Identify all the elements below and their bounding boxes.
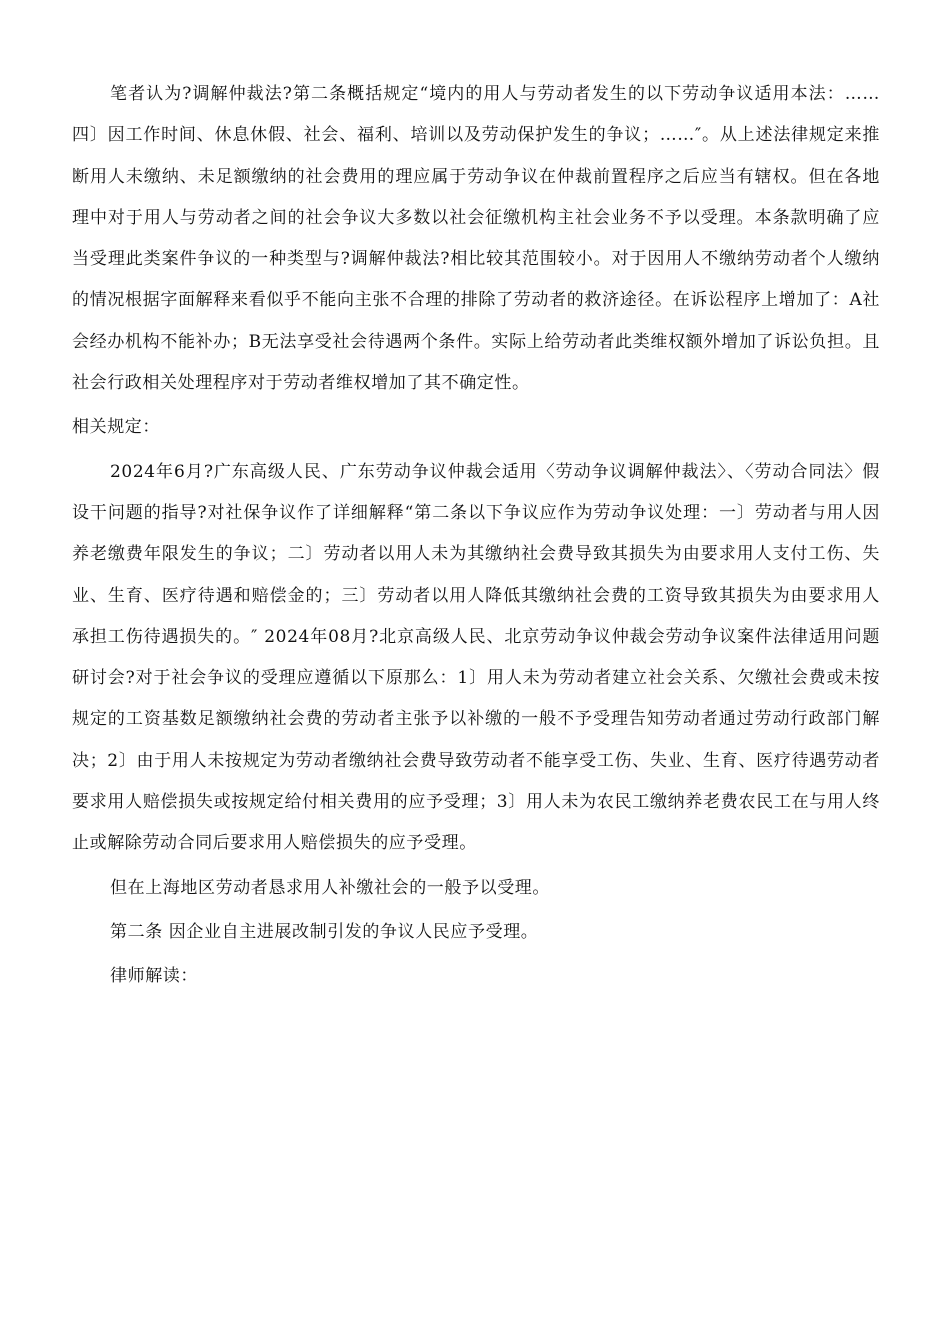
- paragraph-author-opinion: 笔者认为?调解仲裁法?第二条概括规定“境内的用人与劳动者发生的以下劳动争议适用本法：……四〕因工作时间、休息休假、社会、福利、培训以及劳动保护发生的争议；……″。从上述法律规定来推断用人未缴纳、未足额缴纳的社会费用的理应属于劳动争议在仲裁前置程序之后应当有辖权。但在各地理中对于用人与劳动者之间的社会争议大多数以社会征缴机构主社会业务不予以受理。本条款明确了应当受理此类案件争议的一种类型与?调解仲裁法?相比较其范围较小。对于因用人不缴纳劳动者个人缴纳的情况根据字面解释来看似乎不能向主张不合理的排除了劳动者的救济途径。在诉讼程序上增加了：A社会经办机构不能补办；B无法享受社会待遇两个条件。实际上给劳动者此类维权额外增加了诉讼负担。且社会行政相关处理程序对于劳动者维权增加了其不确定性。: [72, 84, 880, 394]
- paragraph-lawyer-interpretation-heading: 律师解读：: [110, 966, 198, 987]
- paragraph-article-two: 第二条 因企业自主进展改制引发的争议人民应予受理。: [110, 921, 539, 942]
- paragraph-related-provisions-body: 2024年6月?广东高级人民、广东劳动争议仲裁会适用〈劳动争议调解仲裁法〉、〈劳动合同法〉假设干问题的指导?对社保争议作了详细解释“第二条以下争议应作为劳动争议处理：一〕劳动者与用人因养老缴费年限发生的争议；二〕劳动者以用人未为其缴纳社会费导致其损失为由要求用人支付工伤、失业、生育、医疗待遇和赔偿金的；三〕劳动者以用人降低其缴纳社会费的工资导致其损失为由要求用人承担工伤待遇损失的。″ 2024年08月?北京高级人民、北京劳动争议仲裁会劳动争议案件法律适用问题研讨会?对于社会争议的受理应遵循以下原那么：1〕用人未为劳动者建立社会关系、欠缴社会费或未按规定的工资基数足额缴纳社会费的劳动者主张予以补缴的一般不予受理告知劳动者通过劳动行政部门解决；2〕由于用人未按规定为劳动者缴纳社会费导致劳动者不能享受工伤、失业、生育、医疗待遇劳动者要求用人赔偿损失或按规定给付相关费用的应予受理；3〕用人未为农民工缴纳养老费农民工在与用人终止或解除劳动合同后要求用人赔偿损失的应予受理。: [72, 461, 880, 854]
- document-page: [72, 74, 880, 998]
- paragraph-related-provisions-heading: 相关规定：: [72, 417, 160, 438]
- paragraph-shanghai-note: 但在上海地区劳动者恳求用人补缴社会的一般予以受理。: [110, 877, 550, 898]
